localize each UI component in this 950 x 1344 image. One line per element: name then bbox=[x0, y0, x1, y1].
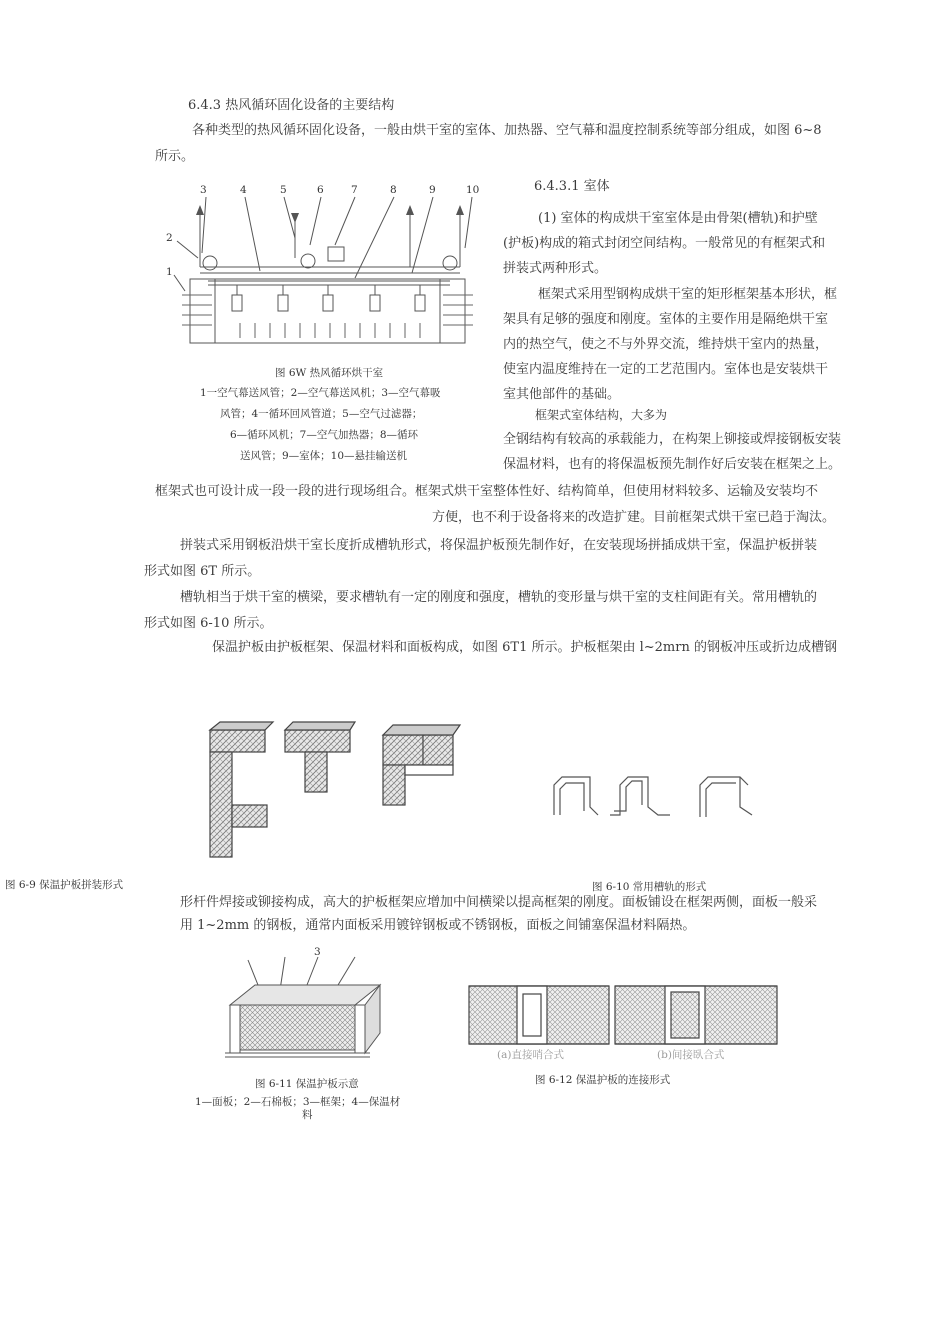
fig68-label-9: 9 bbox=[429, 184, 436, 196]
panel-assembly-diagram bbox=[205, 720, 475, 865]
fig69-title: 图 6-9 保温护板拼装形式 bbox=[5, 879, 124, 891]
figure-6-10-drawing bbox=[550, 765, 755, 825]
fig610-title: 图 6-10 常用槽轨的形式 bbox=[592, 881, 707, 893]
figure-6-12-drawing bbox=[465, 982, 780, 1047]
channel-rail-diagram bbox=[550, 765, 755, 825]
para4-line-1: 拼装式采用钢板沿烘干室长度折成槽轨形式，将保温护板预先制作好，在安装现场拼插成烘干室，保温护板拼装 bbox=[180, 538, 818, 553]
para6-line-1: 保温护板由护板框架、保温材料和面板构成，如图 6T1 所示。护板框架由 l~2mrn 的钢板冲压或折边成槽钢 bbox=[212, 640, 837, 655]
fig68-title: 图 6W 热风循环烘干室 bbox=[275, 367, 384, 379]
fig68-label-10: 10 bbox=[466, 184, 480, 196]
para3-line-2: 保温材料，也有的将保温板预先制作好后安装在框架之上。 bbox=[503, 457, 842, 472]
para1-line-2: (护板)构成的箱式封闭空间结构。一般常见的有框架式和 bbox=[503, 236, 826, 251]
fig68-label-6: 6 bbox=[317, 184, 324, 196]
fig68-legend-3: 6—循环风机；7—空气加热器；8—循环 bbox=[230, 429, 419, 441]
para7-line-1: 形杆件焊接或铆接构成，高大的护板框架应增加中间横梁以提高框架的刚度。面板铺设在框架两侧，面板一般采 bbox=[180, 895, 818, 910]
para7-line-2: 用 1~2mm 的钢板，通常内面板采用镀锌钢板或不锈钢板，面板之间铺塞保温材料隔热。 bbox=[180, 918, 696, 933]
hot-air-oven-diagram bbox=[160, 183, 495, 358]
fig69-title-clip bbox=[5, 875, 124, 891]
fig68-label-3: 3 bbox=[200, 184, 207, 196]
subsection-heading: 6.4.3.1 室体 bbox=[534, 179, 610, 194]
para5-line-2: 形式如图 6-10 所示。 bbox=[144, 616, 273, 631]
panel-connection-diagram bbox=[465, 982, 780, 1047]
para2-line-3: 内的热空气，使之不与外界交流，维持烘干室内的热量， bbox=[503, 337, 829, 352]
fig68-label-5: 5 bbox=[280, 184, 287, 196]
fig68-label-8: 8 bbox=[390, 184, 397, 196]
insulation-panel-diagram bbox=[210, 945, 395, 1065]
para3-line-4: 方便，也不利于设备将来的改造扩建。目前框架式烘干室已趋于淘汰。 bbox=[432, 510, 836, 525]
fig68-label-4: 4 bbox=[240, 184, 247, 196]
para1-line-1: (1) 室体的构成烘干室室体是由骨架(槽轨)和护壁 bbox=[538, 211, 818, 226]
fig68-label-1: 1 bbox=[166, 266, 173, 278]
fig68-legend-4-clip bbox=[240, 446, 408, 462]
fig611-title: 图 6-11 保温护板示意 bbox=[255, 1078, 359, 1090]
para2-line-5: 室其他部件的基础。 bbox=[503, 387, 621, 402]
fig612-sub-a: (a)直接哨合式 bbox=[497, 1049, 564, 1061]
fig68-label-2: 2 bbox=[166, 232, 173, 244]
fig611-legend-1: 1—面板；2—石棉板；3—框架；4—保温材 bbox=[195, 1096, 401, 1108]
fig611-legend-2: 料 bbox=[302, 1109, 313, 1121]
para2-line-1: 框架式采用型钢构成烘干室的矩形框架基本形状，框 bbox=[538, 287, 838, 302]
fig68-legend-4: 送风管；9—室体；10—悬挂输送机 bbox=[240, 450, 408, 462]
fig611-label-3: 3 bbox=[314, 946, 321, 958]
para2-line-2: 架具有足够的强度和刚度。室体的主要作用是隔绝烘干室 bbox=[503, 312, 829, 327]
figure-6-9-drawing bbox=[205, 720, 475, 865]
figure-6-11-drawing bbox=[210, 945, 395, 1065]
para5-line-1: 槽轨相当于烘干室的横梁，要求槽轨有一定的刚度和强度，槽轨的变形量与烘干室的支柱间距有关。常用槽轨的 bbox=[180, 590, 818, 605]
para3-line-1: 全钢结构有较高的承载能力，在构架上铆接或焊接钢板安装 bbox=[503, 432, 842, 447]
fig612-title: 图 6-12 保温护板的连接形式 bbox=[535, 1074, 671, 1086]
fig68-legend-2: 风管；4一循环回风管道；5—空气过滤器； bbox=[220, 408, 423, 420]
fig68-label-7: 7 bbox=[351, 184, 358, 196]
para4-line-2: 形式如图 6T 所示。 bbox=[144, 564, 261, 579]
section-heading: 6.4.3 热风循环固化设备的主要结构 bbox=[188, 98, 395, 113]
para2-line-4: 使室内温度维持在一定的工艺范围内。室体也是安装烘干 bbox=[503, 362, 829, 377]
figure-6-8-drawing bbox=[160, 183, 495, 358]
para3-line-3: 框架式也可设计成一段一段的进行现场组合。框架式烘干室整体性好、结构简单，但使用材料较多、运输及安装均不 bbox=[155, 484, 819, 499]
para1-line-3: 拼装式两种形式。 bbox=[503, 261, 608, 276]
fig68-legend-1: 1一空气幕送风管；2—空气幕送风机；3—空气幕吸 bbox=[200, 387, 441, 399]
intro-line-2: 所示。 bbox=[155, 149, 195, 164]
fig612-sub-b: (b)间接臥合式 bbox=[657, 1049, 725, 1061]
intro-line-1: 各种类型的热风循环固化设备，一般由烘干室的室体、加热器、空气幕和温度控制系统等部分组成，如图 6~8 bbox=[192, 123, 822, 138]
para2-cutoff-line: 框架式室体结构，大多为 bbox=[535, 408, 668, 422]
fig610-title-clip bbox=[592, 877, 707, 893]
